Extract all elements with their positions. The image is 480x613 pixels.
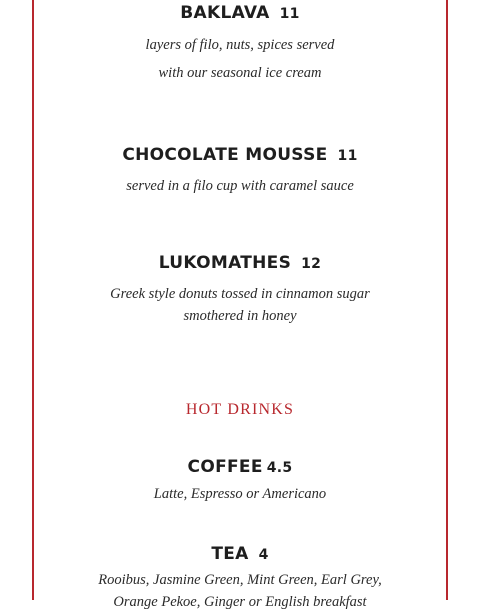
- menu-item-price: 4.5: [266, 460, 293, 476]
- menu-item-description: served in a filo cup with caramel sauce: [126, 178, 354, 194]
- menu-item-chocolate-mousse: [0, 144, 480, 200]
- menu-item-name: LUKOMATHES: [158, 253, 292, 273]
- menu-item-description: layers of filo, nuts, spices served: [145, 37, 335, 53]
- menu-item-description: Orange Pekoe, Ginger or English breakfast: [113, 594, 367, 610]
- menu-item-title: [0, 144, 480, 167]
- menu-item-price: 11: [337, 148, 358, 164]
- menu-item-price: 11: [279, 6, 300, 22]
- menu-item-name: CHOCOLATE MOUSSE: [122, 145, 328, 165]
- menu-item-price: 4: [258, 547, 269, 563]
- menu-item-description: with our seasonal ice cream: [158, 65, 322, 81]
- menu-item-description: smothered in honey: [183, 308, 297, 324]
- menu-item-description: Greek style donuts tossed in cinnamon sugar: [110, 286, 370, 302]
- menu-item-price: 12: [301, 256, 322, 272]
- menu-item-title: [0, 2, 480, 25]
- hot-drinks-section: [0, 400, 480, 420]
- menu-item-description: Rooibus, Jasmine Green, Mint Green, Earl Grey,: [98, 572, 382, 588]
- menu-item-title: [0, 543, 480, 566]
- menu-item-title: [0, 252, 480, 275]
- menu-item-title: [0, 456, 480, 479]
- menu-item-baklava: [0, 2, 480, 87]
- menu-item-name: TEA: [211, 544, 249, 564]
- menu-item-coffee: [0, 456, 480, 505]
- menu-item-description: Latte, Espresso or Americano: [153, 486, 327, 502]
- section-heading: HOT DRINKS: [185, 401, 295, 418]
- menu-item-tea: [0, 543, 480, 613]
- menu-item-lukomathes: [0, 252, 480, 327]
- menu-item-name: BAKLAVA: [180, 3, 270, 23]
- menu-item-name: COFFEE: [187, 457, 263, 477]
